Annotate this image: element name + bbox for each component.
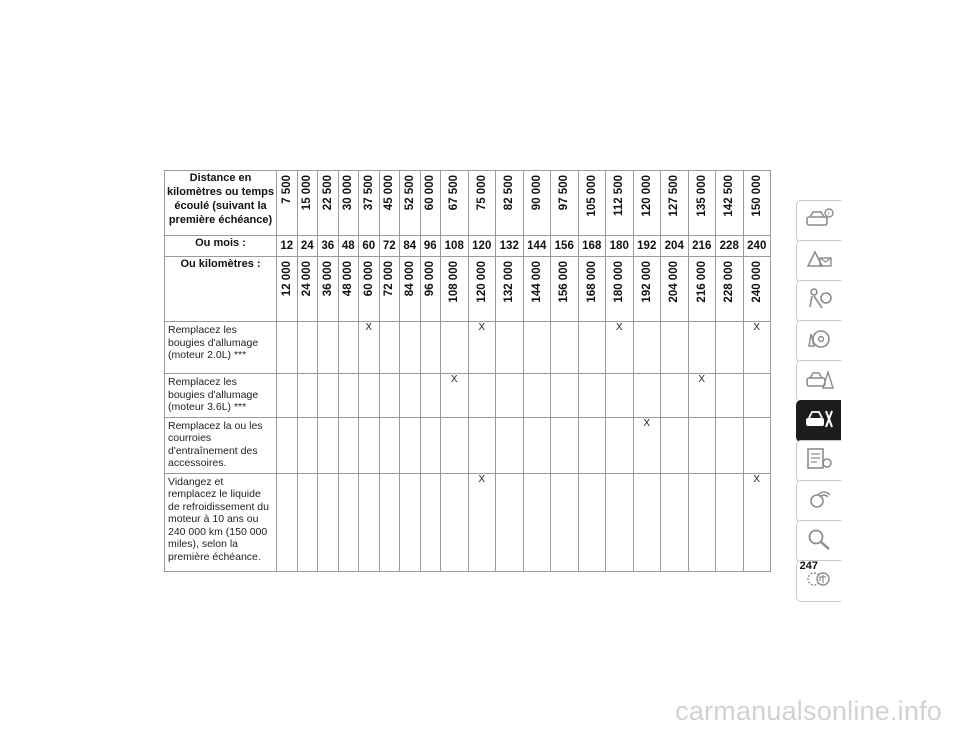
- months-value: 192: [633, 236, 661, 257]
- kilometers-cell: [379, 257, 400, 322]
- kilometers-value: 228 000: [723, 261, 736, 303]
- schedule-mark: X: [688, 374, 716, 418]
- distance-value: 7 500: [280, 175, 293, 204]
- technical-specs-icon: [804, 446, 834, 477]
- schedule-mark: X: [743, 322, 771, 374]
- schedule-mark: [716, 473, 744, 571]
- chapter-tab-technical-specs[interactable]: [796, 440, 841, 482]
- months-value: 12: [277, 236, 298, 257]
- months-value: 96: [420, 236, 441, 257]
- months-value: 24: [297, 236, 318, 257]
- kilometers-value: 12 000: [280, 261, 293, 297]
- distance-value: 37 500: [362, 175, 375, 211]
- schedule-mark: [359, 417, 380, 473]
- kilometers-cell: [633, 257, 661, 322]
- kilometers-value: 204 000: [668, 261, 681, 303]
- distance-cell: [400, 171, 421, 236]
- kilometers-cell: [468, 257, 496, 322]
- kilometers-cell: [578, 257, 606, 322]
- task-description: Remplacez les bougies d'allumage (moteur 2.0L) ***: [165, 322, 277, 374]
- schedule-mark: [318, 417, 339, 473]
- schedule-mark: [379, 374, 400, 418]
- schedule-mark: [523, 322, 551, 374]
- car-info-icon: [804, 206, 834, 237]
- kilometers-cell: [743, 257, 771, 322]
- schedule-mark: [606, 374, 634, 418]
- months-value: 120: [468, 236, 496, 257]
- kilometers-cell: [277, 257, 298, 322]
- watermark: carmanualsonline.info: [675, 696, 942, 726]
- distance-value: 127 500: [668, 175, 681, 217]
- schedule-mark: X: [633, 417, 661, 473]
- kilometers-cell: [551, 257, 579, 322]
- months-value: 48: [338, 236, 359, 257]
- kilometers-row: [165, 257, 771, 322]
- table-row: [165, 374, 771, 418]
- emergency-icon: [804, 366, 834, 397]
- schedule-mark: [379, 417, 400, 473]
- schedule-mark: X: [441, 374, 469, 418]
- distance-value: 142 500: [723, 175, 736, 217]
- schedule-mark: [633, 322, 661, 374]
- schedule-mark: [661, 374, 689, 418]
- kilometers-value: 72 000: [383, 261, 396, 297]
- schedule-mark: [661, 417, 689, 473]
- table-row: [165, 322, 771, 374]
- page-number: 247: [799, 560, 818, 572]
- kilometers-cell: [716, 257, 744, 322]
- kilometers-value: 120 000: [475, 261, 488, 303]
- schedule-mark: [420, 374, 441, 418]
- distance-cell: [523, 171, 551, 236]
- distance-value: 135 000: [695, 175, 708, 217]
- distance-value: 60 000: [424, 175, 437, 211]
- distance-cell: [606, 171, 634, 236]
- schedule-mark: [297, 473, 318, 571]
- schedule-mark: [468, 374, 496, 418]
- schedule-mark: [688, 322, 716, 374]
- schedule-mark: [318, 473, 339, 571]
- kilometers-cell: [400, 257, 421, 322]
- schedule-mark: [318, 374, 339, 418]
- kilometers-cell: [318, 257, 339, 322]
- distance-cell: [716, 171, 744, 236]
- distance-value: 97 500: [558, 175, 571, 211]
- distance-value: 45 000: [383, 175, 396, 211]
- schedule-mark: [277, 374, 298, 418]
- schedule-mark: [661, 322, 689, 374]
- distance-cell: [633, 171, 661, 236]
- schedule-mark: [338, 322, 359, 374]
- svg-text:i: i: [827, 210, 830, 217]
- schedule-mark: [277, 417, 298, 473]
- chapter-tab-warning-lights[interactable]: [796, 240, 841, 282]
- schedule-mark: [551, 417, 579, 473]
- schedule-mark: [338, 374, 359, 418]
- schedule-mark: [338, 417, 359, 473]
- warning-lights-icon: [804, 246, 834, 277]
- schedule-mark: X: [468, 322, 496, 374]
- schedule-mark: [496, 374, 524, 418]
- distance-value: 30 000: [342, 175, 355, 211]
- schedule-mark: [420, 417, 441, 473]
- kilometers-label: Ou kilomètres :: [165, 257, 277, 322]
- kilometers-value: 60 000: [362, 261, 375, 297]
- schedule-mark: [688, 473, 716, 571]
- task-description: Vidangez et remplacez le liquide de refroidissement du moteur à 10 ans ou 240 000 km (150 000 miles), selon la première échéance.: [165, 473, 277, 571]
- distance-value: 112 500: [613, 175, 626, 216]
- schedule-mark: [400, 374, 421, 418]
- schedule-mark: [400, 322, 421, 374]
- distance-cell: [551, 171, 579, 236]
- months-label: Ou mois :: [165, 236, 277, 257]
- kilometers-cell: [338, 257, 359, 322]
- distance-cell: [496, 171, 524, 236]
- schedule-mark: [523, 417, 551, 473]
- kilometers-cell: [359, 257, 380, 322]
- months-value: 144: [523, 236, 551, 257]
- kilometers-value: 132 000: [503, 261, 516, 303]
- kilometers-value: 108 000: [448, 261, 461, 303]
- months-value: 228: [716, 236, 744, 257]
- months-value: 240: [743, 236, 771, 257]
- schedule-mark: [420, 473, 441, 571]
- schedule-mark: [379, 473, 400, 571]
- distance-value: 52 500: [403, 175, 416, 211]
- kilometers-value: 24 000: [301, 261, 314, 297]
- kilometers-value: 240 000: [750, 261, 763, 303]
- starting-driving-icon: [804, 326, 834, 357]
- schedule-mark: [441, 473, 469, 571]
- schedule-mark: X: [606, 322, 634, 374]
- distance-cell: [318, 171, 339, 236]
- multimedia-icon: [804, 486, 834, 517]
- kilometers-value: 84 000: [403, 261, 416, 297]
- distance-cell: [743, 171, 771, 236]
- schedule-mark: [468, 417, 496, 473]
- kilometers-value: 192 000: [640, 261, 653, 303]
- kilometers-cell: [441, 257, 469, 322]
- months-value: 204: [661, 236, 689, 257]
- schedule-mark: [400, 473, 421, 571]
- months-value: 108: [441, 236, 469, 257]
- schedule-mark: [578, 374, 606, 418]
- schedule-mark: [400, 417, 421, 473]
- distance-cell: [277, 171, 298, 236]
- distance-value: 90 000: [530, 175, 543, 211]
- maintenance-schedule-table: [164, 170, 771, 572]
- schedule-mark: [441, 417, 469, 473]
- schedule-mark: [661, 473, 689, 571]
- months-value: 156: [551, 236, 579, 257]
- chapter-tab-servicing-maintenance[interactable]: [796, 400, 841, 442]
- schedule-mark: [551, 374, 579, 418]
- kilometers-value: 216 000: [695, 261, 708, 303]
- distance-value: 75 000: [475, 175, 488, 211]
- schedule-mark: [606, 417, 634, 473]
- distance-cell: [379, 171, 400, 236]
- months-value: 180: [606, 236, 634, 257]
- index-search-icon: [804, 526, 834, 557]
- chapter-tab-index-search[interactable]: [796, 520, 841, 562]
- schedule-mark: [606, 473, 634, 571]
- schedule-mark: [743, 417, 771, 473]
- schedule-mark: [496, 473, 524, 571]
- schedule-mark: [523, 374, 551, 418]
- chapter-tab-multimedia[interactable]: [796, 480, 841, 522]
- distance-cell: [661, 171, 689, 236]
- schedule-mark: [633, 374, 661, 418]
- kilometers-value: 36 000: [321, 261, 334, 297]
- kilometers-cell: [523, 257, 551, 322]
- schedule-mark: [523, 473, 551, 571]
- chapter-tab-starting-driving[interactable]: [796, 320, 841, 362]
- schedule-mark: [277, 322, 298, 374]
- schedule-mark: [688, 417, 716, 473]
- chapter-tab-safety-airbag[interactable]: [796, 280, 841, 322]
- distance-value: 105 000: [585, 175, 598, 217]
- kilometers-cell: [297, 257, 318, 322]
- distance-value: 15 000: [301, 175, 314, 211]
- table-row: [165, 417, 771, 473]
- servicing-maintenance-icon: [804, 406, 834, 437]
- schedule-mark: [633, 473, 661, 571]
- distance-cell: [688, 171, 716, 236]
- kilometers-cell: [496, 257, 524, 322]
- kilometers-cell: [606, 257, 634, 322]
- schedule-mark: [338, 473, 359, 571]
- schedule-mark: [359, 374, 380, 418]
- distance-cell: [420, 171, 441, 236]
- distance-header-label: Distance en kilomètres ou temps écoulé (suivant la première échéance): [165, 171, 277, 236]
- distance-cell: [578, 171, 606, 236]
- chapter-tab-car-info[interactable]: [796, 200, 841, 242]
- kilometers-value: 180 000: [613, 261, 626, 303]
- distance-cell: [468, 171, 496, 236]
- distance-value: 150 000: [750, 175, 763, 217]
- months-value: 216: [688, 236, 716, 257]
- schedule-mark: [578, 322, 606, 374]
- safety-airbag-icon: [804, 286, 834, 317]
- schedule-mark: [496, 417, 524, 473]
- schedule-mark: [297, 322, 318, 374]
- chapter-tab-emergency[interactable]: [796, 360, 841, 402]
- distance-header-row: [165, 171, 771, 236]
- months-value: 60: [359, 236, 380, 257]
- schedule-mark: [441, 322, 469, 374]
- months-value: 132: [496, 236, 524, 257]
- kilometers-cell: [661, 257, 689, 322]
- months-value: 168: [578, 236, 606, 257]
- kilometers-cell: [420, 257, 441, 322]
- schedule-mark: [716, 417, 744, 473]
- schedule-mark: [379, 322, 400, 374]
- kilometers-cell: [688, 257, 716, 322]
- distance-value: 82 500: [503, 175, 516, 211]
- table-row: [165, 473, 771, 571]
- schedule-mark: [578, 417, 606, 473]
- months-value: 84: [400, 236, 421, 257]
- schedule-mark: X: [468, 473, 496, 571]
- schedule-mark: [359, 473, 380, 571]
- schedule-mark: X: [359, 322, 380, 374]
- task-description: Remplacez les bougies d'allumage (moteur 3.6L) ***: [165, 374, 277, 418]
- task-description: Remplacez la ou les courroies d'entraînement des accessoires.: [165, 417, 277, 473]
- distance-value: 22 500: [321, 175, 334, 211]
- kilometers-value: 156 000: [558, 261, 571, 303]
- schedule-mark: [318, 322, 339, 374]
- schedule-mark: [578, 473, 606, 571]
- schedule-mark: X: [743, 473, 771, 571]
- distance-value: 120 000: [640, 175, 653, 217]
- kilometers-value: 96 000: [424, 261, 437, 297]
- schedule-mark: [420, 322, 441, 374]
- months-row: [165, 236, 771, 257]
- distance-cell: [441, 171, 469, 236]
- schedule-mark: [496, 322, 524, 374]
- distance-cell: [338, 171, 359, 236]
- distance-cell: [359, 171, 380, 236]
- schedule-mark: [716, 322, 744, 374]
- schedule-mark: [716, 374, 744, 418]
- schedule-mark: [277, 473, 298, 571]
- months-value: 36: [318, 236, 339, 257]
- distance-value: 67 500: [448, 175, 461, 211]
- kilometers-value: 168 000: [585, 261, 598, 303]
- schedule-mark: [297, 417, 318, 473]
- kilometers-value: 48 000: [342, 261, 355, 297]
- schedule-mark: [551, 473, 579, 571]
- schedule-mark: [743, 374, 771, 418]
- schedule-mark: [297, 374, 318, 418]
- distance-cell: [297, 171, 318, 236]
- schedule-mark: [551, 322, 579, 374]
- kilometers-value: 144 000: [530, 261, 543, 303]
- months-value: 72: [379, 236, 400, 257]
